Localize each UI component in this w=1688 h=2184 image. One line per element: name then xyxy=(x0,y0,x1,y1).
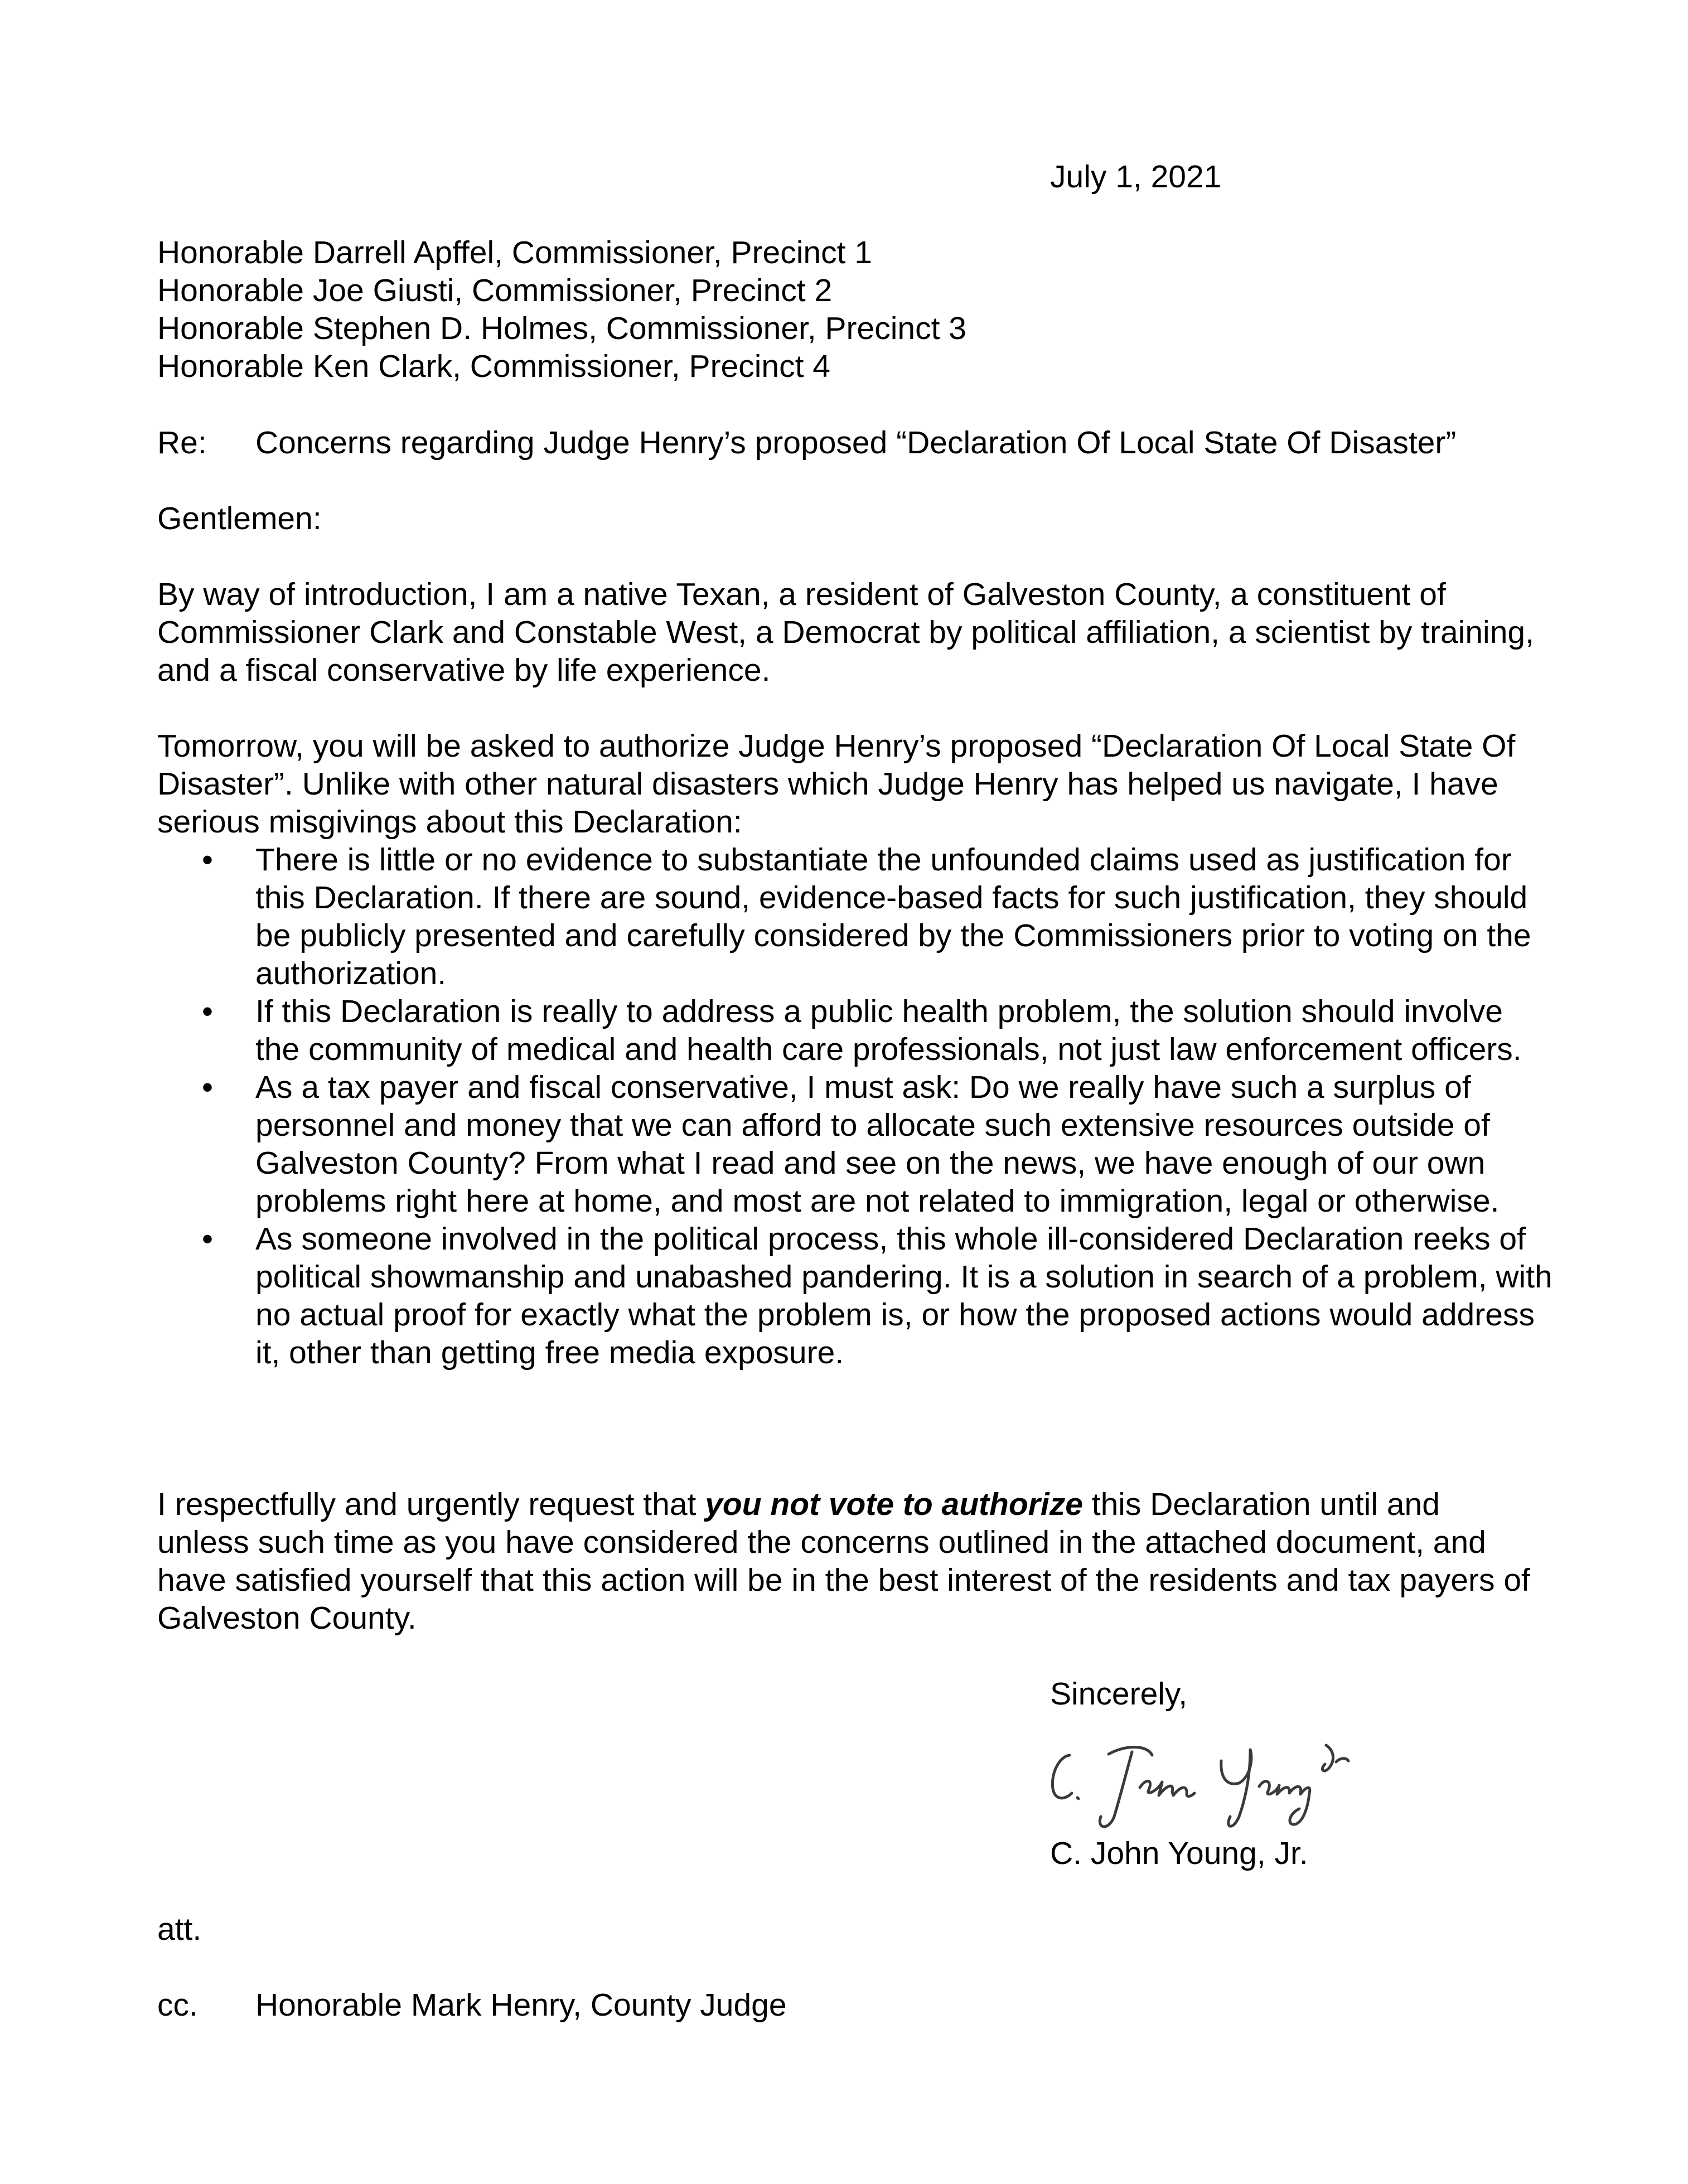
subject-line: Concerns regarding Judge Henry’s proposed “Declaration Of Local State Of Disaster” xyxy=(255,425,1457,461)
bullet-icon: • xyxy=(202,1069,213,1105)
list-item xyxy=(157,1068,1555,1220)
attachment-note: att. xyxy=(157,1911,202,1947)
request-paragraph xyxy=(157,1485,1540,1637)
list-item xyxy=(157,1220,1555,1372)
recipient-line: Honorable Darrell Apffel, Commissioner, Precinct 1 xyxy=(157,235,872,270)
list-item xyxy=(157,841,1555,992)
list-item-text: If this Declaration is really to address a public health problem, the solution should involve the community of medical and health care professionals, not just law enforcement officers. xyxy=(255,994,1522,1067)
cc-label: cc. xyxy=(157,1987,198,2023)
request-text-end: this Declaration until and unless such time as you have considered the concerns outlined in the attached document, and have satisfied yourself that this action will be in the best interest of the residents and tax payers of Galveston County. xyxy=(157,1486,1530,1636)
letter-date: July 1, 2021 xyxy=(1050,159,1222,195)
recipient-line: Honorable Joe Giusti, Commissioner, Precinct 2 xyxy=(157,273,833,308)
request-emphasis: you not vote to authorize xyxy=(705,1486,1083,1522)
subject-label: Re: xyxy=(157,425,207,461)
salutation: Gentlemen: xyxy=(157,501,322,536)
handwritten-signature xyxy=(1043,1733,1355,1833)
signer-name: C. John Young, Jr. xyxy=(1050,1836,1308,1871)
addressee-block xyxy=(157,234,966,385)
list-item-text: There is little or no evidence to substantiate the unfounded claims used as justification for this Declaration. If there are sound, evidence-based facts for such justification, they should be publicly presented and carefully considered by the Commissioners prior to voting on the authorization. xyxy=(255,842,1531,991)
misgivings-paragraph: Tomorrow, you will be asked to authorize Judge Henry’s proposed “Declaration Of Local State Of Disaster”. Unlike with other natural disasters which Judge Henry has helped us navigate, I have serious misgivings about this Declaration: xyxy=(157,728,1516,840)
list-item-text: As a tax payer and fiscal conservative, I must ask: Do we really have such a surplus of personnel and money that we can afford to allocate such extensive resources outside of Galveston County? From what I read and see on the news, we have enough of our own problems right here at home, and most are not related to immigration, legal or otherwise. xyxy=(255,1069,1500,1219)
request-text-start: I respectfully and urgently request that xyxy=(157,1486,705,1522)
bullet-icon: • xyxy=(202,842,213,878)
recipient-line: Honorable Ken Clark, Commissioner, Precinct 4 xyxy=(157,348,830,384)
cc-recipient: Honorable Mark Henry, County Judge xyxy=(255,1987,787,2023)
bullet-icon: • xyxy=(202,1221,213,1257)
recipient-line: Honorable Stephen D. Holmes, Commissioner, Precinct 3 xyxy=(157,311,966,346)
closing: Sincerely, xyxy=(1050,1676,1188,1712)
intro-paragraph: By way of introduction, I am a native Texan, a resident of Galveston County, a constituent of Commissioner Clark and Constable West, a Democrat by political affiliation, a scientist by training, and a fiscal conservative by life experience. xyxy=(157,577,1534,688)
list-item-text: As someone involved in the political process, this whole ill-considered Declaration reeks of political showmanship and unabashed pandering. It is a solution in search of a problem, with no actual proof for exactly what the problem is, or how the proposed actions would address it, other than getting free media exposure. xyxy=(255,1221,1552,1371)
bullet-icon: • xyxy=(202,994,213,1029)
list-item xyxy=(157,992,1555,1068)
concerns-list xyxy=(157,841,1563,1372)
